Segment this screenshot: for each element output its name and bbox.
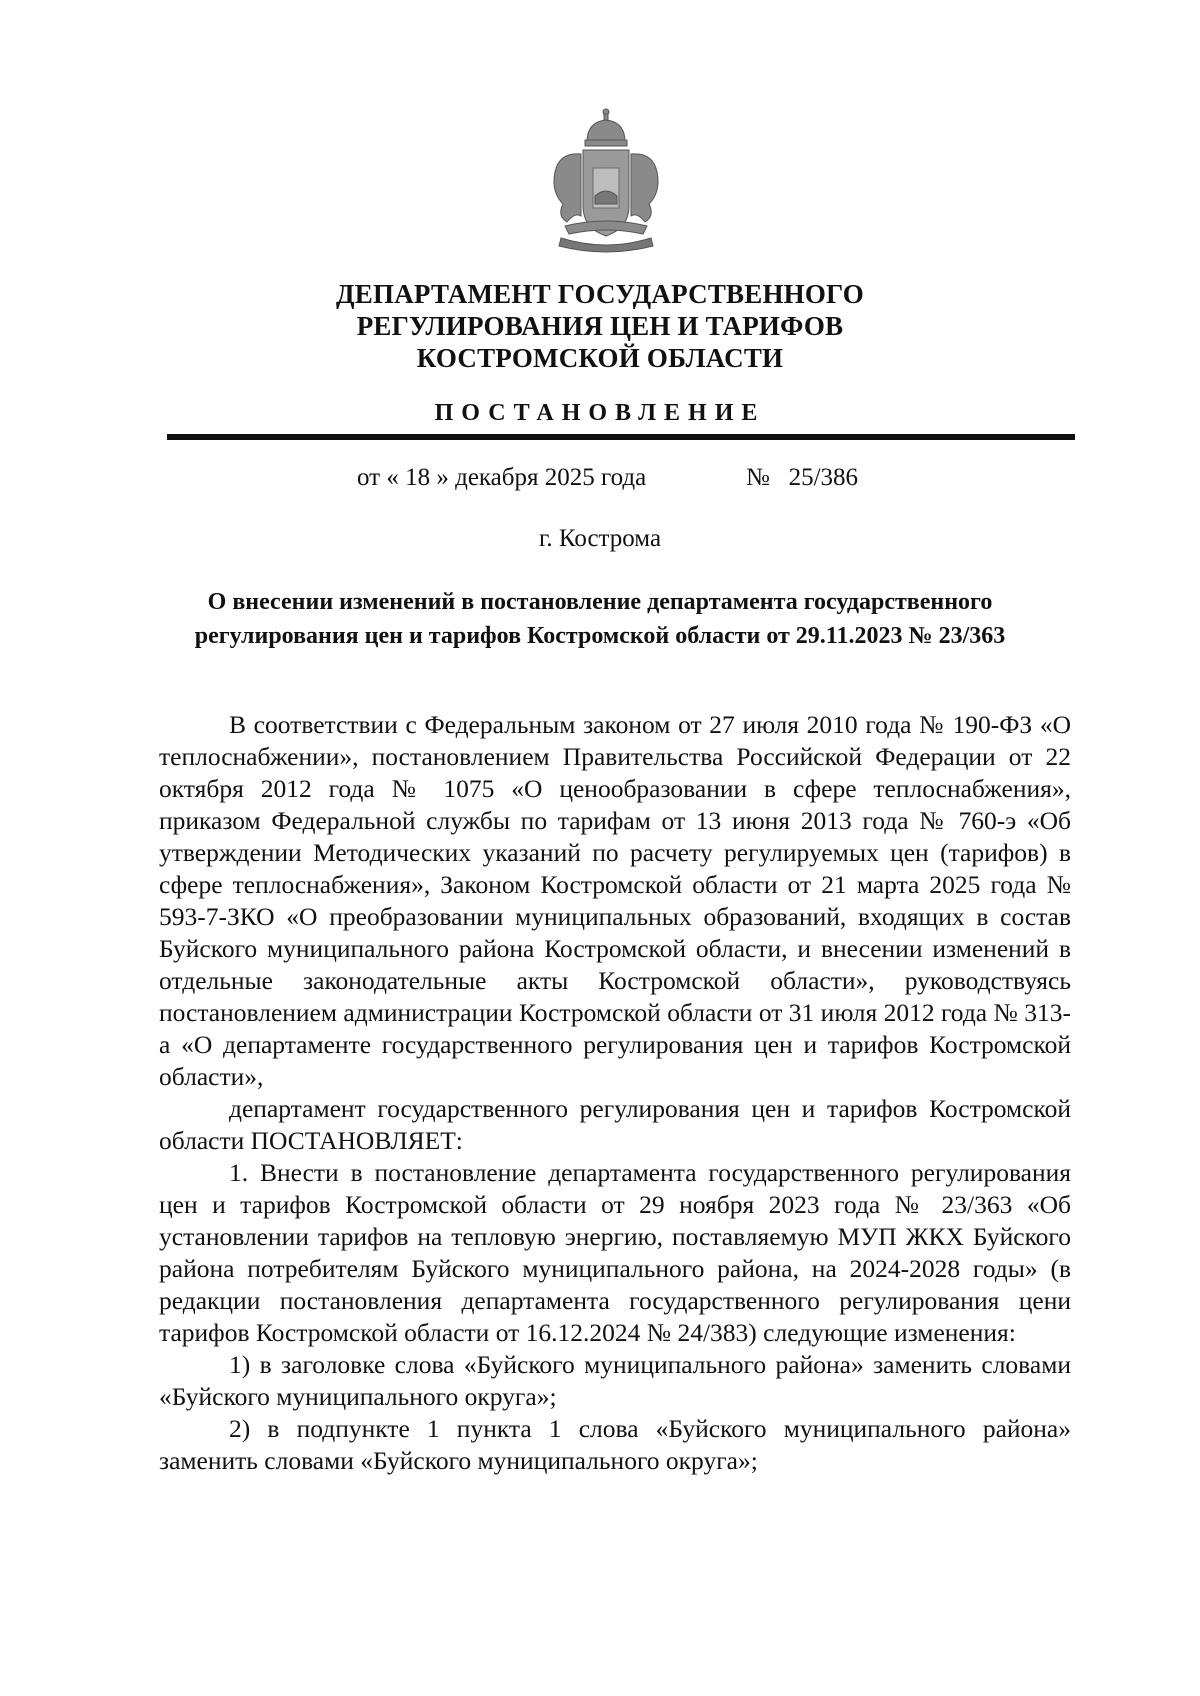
document-body: [159, 709, 1071, 1477]
body-paragraph: 1. Внести в постановление департамента государственного регулирования цен и тарифов Костромской области от 29 ноября 2023 года № 23/363 «Об установлении тарифов на тепловую энергию, поставляемую МУП ЖКХ Буйского района потребителям Буйского муниципального района, на 2024-2028 годы» (в редакции постановления департамента государственного регулирования цени тарифов Костромской области от 16.12.2024 № 24/383) следующие изменения:: [159, 1158, 1071, 1347]
body-paragraph: 1) в заголовке слова «Буйского муниципального района» заменить словами «Буйского муниципального округа»;: [159, 1350, 1071, 1411]
subject-line: О внесении изменений в постановление департамента государственного: [207, 589, 993, 615]
body-paragraph: В соответствии с Федеральным законом от 27 июля 2010 года № 190-ФЗ «О теплоснабжении», постановлением Правительства Российской Федерации от 22 октября 2012 года № 1075 «О ценообразовании в сфере теплоснабжения», приказом Федеральной службы по тарифам от 13 июня 2013 года № 760-э «Об утверждении Методических указаний по расчету регулируемых цен (тарифов) в сфере теплоснабжения», Законом Костромской области от 21 марта 2025 года № 593-7-ЗКО «О преобразовании муниципальных образований, входящих в состав Буйского муниципального района Костромской области, и внесении изменений в отдельные законодательные акты Костромской области», руководствуясь постановлением администрации Костромской области от 31 июля 2012 года № 313-а «О департаменте государственного регулирования цен и тарифов Костромской области»,: [159, 710, 1071, 1091]
header-divider: [167, 434, 1075, 440]
document-subject: [150, 585, 1050, 653]
kostroma-coat-of-arms-emblem: [543, 108, 669, 258]
document-date: от « 18 » декабря 2025 года: [357, 464, 647, 491]
org-name-line: РЕГУЛИРОВАНИЯ ЦЕН И ТАРИФОВ: [356, 311, 844, 341]
body-paragraph: 2) в подпункте 1 пункта 1 слова «Буйского муниципального района» заменить словами «Буйского муниципального округа»;: [159, 1414, 1071, 1475]
subject-line: регулирования цен и тарифов Костромской области от 29.11.2023 № 23/363: [194, 623, 1006, 649]
document-type-title: ПОСТАНОВЛЕНИЕ: [434, 400, 766, 426]
org-name-line: КОСТРОМСКОЙ ОБЛАСТИ: [416, 343, 784, 373]
org-name-line: ДЕПАРТАМЕНТ ГОСУДАРСТВЕННОГО: [336, 279, 864, 309]
document-city: г. Кострома: [538, 525, 662, 552]
body-paragraph: департамент государственного регулирования цен и тарифов Костромской области ПОСТАНОВЛЯЕТ:: [159, 1094, 1071, 1155]
organization-name: [0, 278, 1200, 374]
document-number: № 25/386: [746, 464, 859, 491]
